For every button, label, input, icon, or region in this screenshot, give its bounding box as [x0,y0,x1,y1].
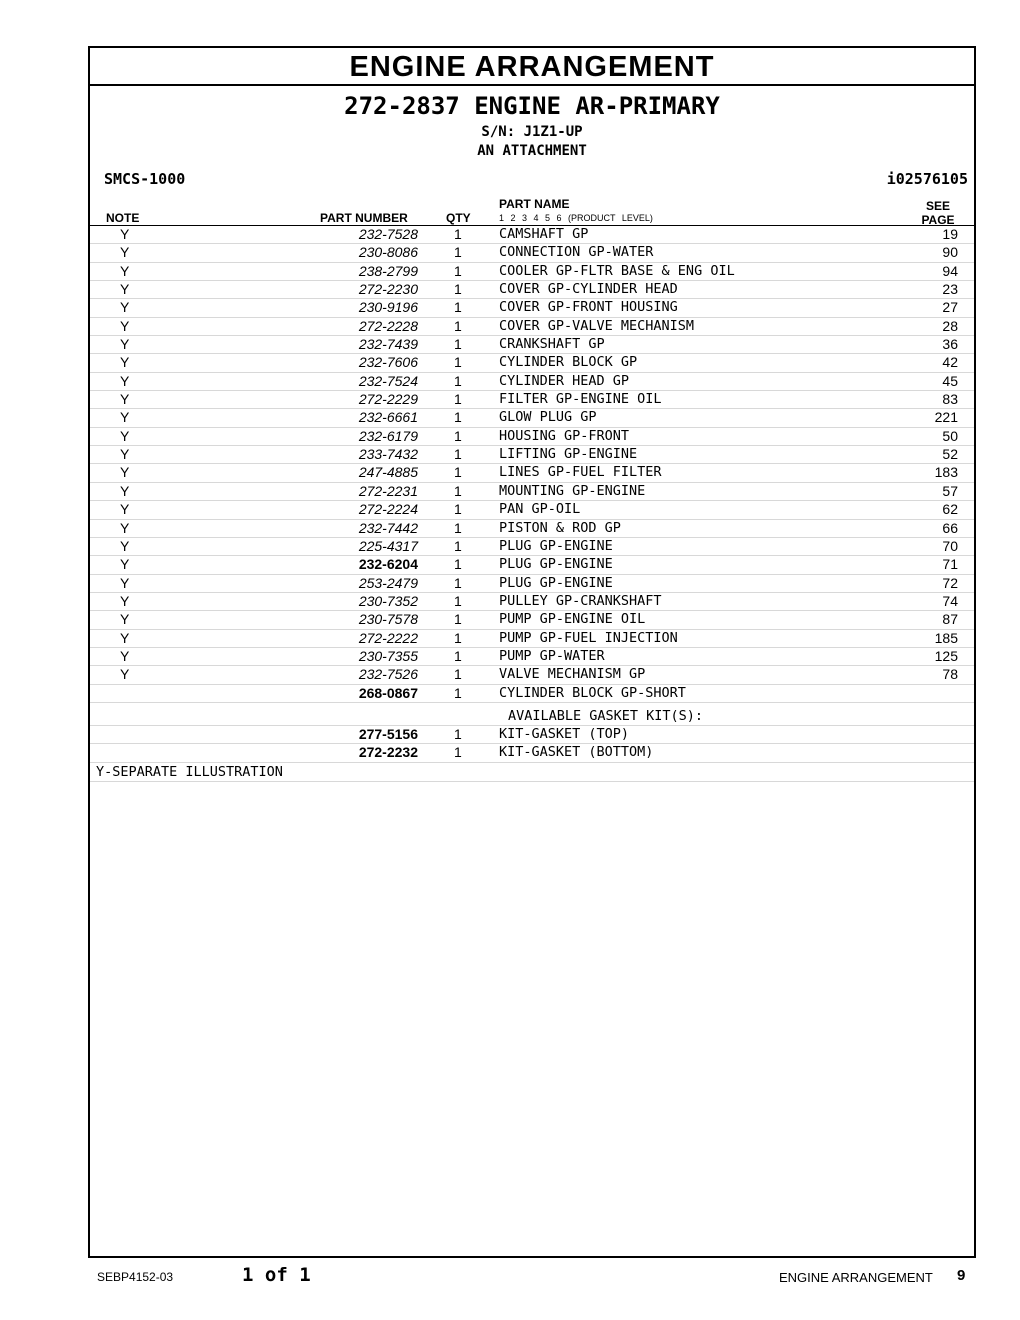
qty-cell: 1 [454,262,462,279]
part-name-cell: LIFTING GP-ENGINE [499,446,638,463]
table-row [90,336,974,354]
part-number-cell: 230-7352 [358,592,418,609]
page-footer [0,1264,1020,1294]
note-cell: Y [120,409,130,426]
see-page-cell: 23 [942,281,958,298]
part-number-cell: 232-6204 [358,556,418,573]
qty-cell: 1 [454,354,462,371]
note-cell: Y [120,244,130,261]
smcs-code: SMCS-1000 [104,170,186,188]
part-name-cell: FILTER GP-ENGINE OIL [499,391,662,408]
table-row [90,538,974,556]
note-cell: Y [120,427,130,444]
part-name-cell: CYLINDER BLOCK GP [499,354,638,371]
qty-cell: 1 [454,482,462,499]
part-name-cell: PLUG GP-ENGINE [499,556,613,573]
document-ident: i02576105 [886,170,968,188]
gasket-kits-heading [90,703,974,726]
header-part-number: PART NUMBER [320,211,408,225]
table-row [90,648,974,666]
see-page-cell: 72 [942,574,958,591]
part-name-cell: COVER GP-CYLINDER HEAD [499,281,678,298]
header-product-level: 1 2 3 4 5 6 (PRODUCT LEVEL) [499,213,653,223]
table-row [90,281,974,299]
see-page-cell: 74 [942,592,958,609]
group-type: AN ATTACHMENT [477,143,587,159]
serial-range: S/N: J1Z1-UP [481,124,583,140]
part-name-cell: PULLEY GP-CRANKSHAFT [499,592,662,609]
part-name-cell: HOUSING GP-FRONT [499,427,630,444]
see-page-cell: 36 [942,336,958,353]
note-cell: Y [120,464,130,481]
see-page-cell: 71 [942,556,958,573]
qty-cell: 1 [454,446,462,463]
note-cell: Y [120,336,130,353]
part-number-cell: 232-6179 [358,427,418,444]
note-cell: Y [120,354,130,371]
see-page-cell: 221 [934,409,958,426]
table-row [90,501,974,519]
header-page: PAGE [921,213,955,227]
table-row [90,318,974,336]
table-row [90,373,974,391]
table-row [90,299,974,317]
qty-cell: 1 [454,519,462,536]
table-row [90,263,974,281]
part-number-cell: 230-7578 [358,611,418,628]
qty-cell: 1 [454,391,462,408]
note-cell: Y [120,647,130,664]
part-name-cell: CYLINDER HEAD GP [499,372,630,389]
part-number-cell: 232-7606 [358,354,418,371]
qty-cell: 1 [454,409,462,426]
part-number-cell: 225-4317 [358,537,418,554]
note-cell: Y [120,299,130,316]
table-row [90,685,974,703]
legend-note [90,763,974,782]
see-page-cell: 62 [942,501,958,518]
qty-cell: 1 [454,684,462,701]
part-number-cell: 272-2222 [358,629,418,646]
qty-cell: 1 [454,647,462,664]
group-title: 272-2837 ENGINE AR-PRIMARY [344,92,720,120]
part-number-cell: 277-5156 [358,725,418,742]
qty-cell: 1 [454,744,462,761]
part-name-cell: LINES GP-FUEL FILTER [499,464,662,481]
part-number-cell: 272-2228 [358,317,418,334]
header-see-page [918,199,958,227]
part-number-cell: 238-2799 [358,262,418,279]
qty-cell: 1 [454,725,462,742]
table-row [90,611,974,629]
see-page-cell: 27 [942,299,958,316]
part-number-cell: 272-2224 [358,501,418,518]
note-cell: Y [120,446,130,463]
legend-note-text: Y-SEPARATE ILLUSTRATION [96,763,283,780]
note-cell: Y [120,391,130,408]
qty-cell: 1 [454,464,462,481]
table-row [90,446,974,464]
part-number-cell: 272-2230 [358,281,418,298]
table-row [90,464,974,482]
see-page-cell: 87 [942,611,958,628]
part-number-cell: 272-2231 [358,482,418,499]
qty-cell: 1 [454,427,462,444]
part-number-cell: 232-7439 [358,336,418,353]
part-number-cell: 233-7432 [358,446,418,463]
table-row [90,575,974,593]
table-row [90,593,974,611]
footer-section: ENGINE ARRANGEMENT [779,1270,933,1285]
part-number-cell: 272-2232 [358,744,418,761]
see-page-cell: 78 [942,666,958,683]
table-row [90,520,974,538]
table-row [90,666,974,684]
note-cell: Y [120,574,130,591]
part-name-cell: CYLINDER BLOCK GP-SHORT [499,684,686,701]
part-number-cell: 247-4885 [358,464,418,481]
note-cell: Y [120,519,130,536]
part-number-cell: 253-2479 [358,574,418,591]
part-name-cell: PUMP GP-FUEL INJECTION [499,629,678,646]
note-cell: Y [120,537,130,554]
qty-cell: 1 [454,556,462,573]
note-cell: Y [120,666,130,683]
see-page-cell: 90 [942,244,958,261]
part-number-cell: 268-0867 [358,684,418,701]
table-row [90,556,974,574]
note-cell: Y [120,317,130,334]
note-cell: Y [120,372,130,389]
page-title: ENGINE ARRANGEMENT [90,48,974,86]
see-page-cell: 57 [942,482,958,499]
qty-cell: 1 [454,372,462,389]
see-page-cell: 50 [942,427,958,444]
parts-page-frame [88,46,976,1258]
qty-cell: 1 [454,281,462,298]
part-name-cell: CONNECTION GP-WATER [499,244,654,261]
table-row [90,244,974,262]
qty-cell: 1 [454,299,462,316]
qty-cell: 1 [454,611,462,628]
part-name-cell: VALVE MECHANISM GP [499,666,646,683]
part-number-cell: 230-7355 [358,647,418,664]
table-row [90,354,974,372]
note-cell: Y [120,592,130,609]
see-page-cell: 28 [942,317,958,334]
note-cell: Y [120,556,130,573]
part-name-cell: PUMP GP-ENGINE OIL [499,611,646,628]
table-row [90,409,974,427]
qty-cell: 1 [454,537,462,554]
qty-cell: 1 [454,244,462,261]
see-page-cell: 83 [942,391,958,408]
part-number-cell: 232-7526 [358,666,418,683]
see-page-cell: 45 [942,372,958,389]
note-cell: Y [120,226,130,242]
see-page-cell: 52 [942,446,958,463]
qty-cell: 1 [454,629,462,646]
footer-doc-number: SEBP4152-03 [97,1270,174,1284]
part-name-cell: PLUG GP-ENGINE [499,537,613,554]
header-qty: QTY [446,211,471,225]
part-number-cell: 230-9196 [358,299,418,316]
part-name-cell: MOUNTING GP-ENGINE [499,482,646,499]
see-page-cell: 185 [934,629,958,646]
part-number-cell: 272-2229 [358,391,418,408]
part-name-cell: PLUG GP-ENGINE [499,574,613,591]
footer-page-number: 9 [957,1267,966,1284]
part-name-cell: PUMP GP-WATER [499,647,605,664]
part-number-cell: 230-8086 [358,244,418,261]
see-page-cell: 66 [942,519,958,536]
parts-table [90,226,974,782]
gasket-kits-label: AVAILABLE GASKET KIT(S): [508,707,704,724]
see-page-cell: 19 [942,226,958,242]
qty-cell: 1 [454,666,462,683]
qty-cell: 1 [454,592,462,609]
part-number-cell: 232-7442 [358,519,418,536]
part-name-cell: GLOW PLUG GP [499,409,597,426]
header-note: NOTE [106,211,140,225]
note-cell: Y [120,611,130,628]
see-page-cell: 42 [942,354,958,371]
table-row [90,726,974,744]
note-cell: Y [120,262,130,279]
see-page-cell: 183 [934,464,958,481]
part-name-cell: COOLER GP-FLTR BASE & ENG OIL [499,262,735,279]
part-number-cell: 232-6661 [358,409,418,426]
see-page-cell: 70 [942,537,958,554]
qty-cell: 1 [454,574,462,591]
qty-cell: 1 [454,317,462,334]
see-page-cell: 125 [934,647,958,664]
part-name-cell: PAN GP-OIL [499,501,581,518]
table-row [90,630,974,648]
part-name-cell: PISTON & ROD GP [499,519,621,536]
part-name-cell: COVER GP-VALVE MECHANISM [499,317,695,334]
note-cell: Y [120,501,130,518]
note-cell: Y [120,281,130,298]
see-page-cell: 94 [942,262,958,279]
part-number-cell: 232-7528 [358,226,418,242]
part-name-cell: KIT-GASKET (BOTTOM) [499,744,654,761]
table-row [90,428,974,446]
qty-cell: 1 [454,336,462,353]
table-row [90,391,974,409]
table-header [90,193,974,226]
part-name-cell: KIT-GASKET (TOP) [499,725,630,742]
table-row [90,744,974,762]
table-row [90,483,974,501]
qty-cell: 1 [454,501,462,518]
qty-cell: 1 [454,226,462,242]
header-part-name: PART NAME [499,197,570,211]
part-name-cell: CAMSHAFT GP [499,226,589,242]
note-cell: Y [120,629,130,646]
note-cell: Y [120,482,130,499]
footer-page-of: 1 of 1 [242,1264,311,1286]
header-see: SEE [925,199,950,213]
part-number-cell: 232-7524 [358,372,418,389]
part-name-cell: COVER GP-FRONT HOUSING [499,299,678,316]
part-name-cell: CRANKSHAFT GP [499,336,605,353]
table-row [90,226,974,244]
